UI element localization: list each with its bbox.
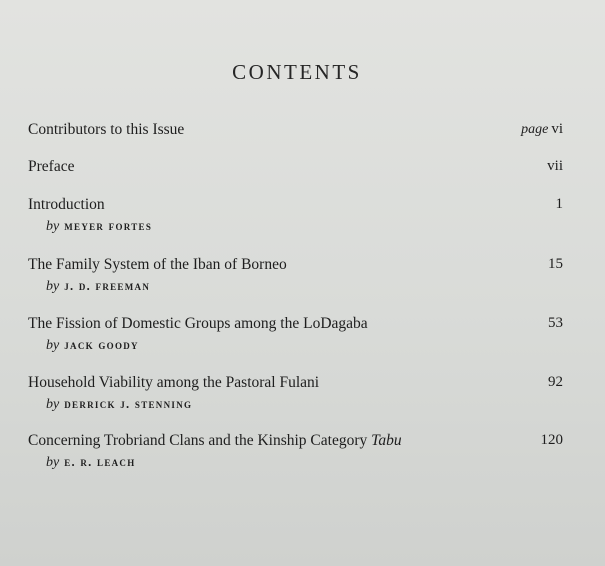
page-number: vi [551, 121, 563, 137]
author-name: meyer fortes [64, 219, 153, 233]
toc-entry-contributors [28, 121, 563, 143]
entry-title: Household Viability among the Pastoral Fulani [28, 374, 320, 391]
author-by: by [46, 397, 60, 412]
entry-page-number: 120 [540, 432, 563, 448]
toc-entry-iban [28, 256, 563, 294]
author-by: by [46, 219, 60, 234]
entry-page-number: 15 [548, 256, 563, 272]
contents-heading: CONTENTS [232, 60, 362, 84]
entry-page-number [521, 121, 563, 138]
toc-entry-introduction [28, 196, 563, 234]
toc-entry-fulani [28, 374, 563, 412]
author-name: jack goody [64, 338, 139, 352]
entry-page-number: 53 [548, 315, 563, 331]
entry-title [28, 432, 402, 450]
entry-title-main: Concerning Trobriand Clans and the Kinship Category [28, 432, 368, 449]
entry-title: Preface [28, 158, 75, 175]
entry-author [46, 338, 139, 354]
toc-entry-lodagaba [28, 315, 563, 353]
entry-title: The Fission of Domestic Groups among the LoDagaba [28, 315, 368, 332]
author-name: derrick j. stenning [64, 397, 193, 411]
entry-title: The Family System of the Iban of Borneo [28, 256, 287, 273]
entry-title-italic: Tabu [371, 432, 402, 449]
author-by: by [46, 279, 60, 294]
entry-title: Contributors to this Issue [28, 121, 185, 138]
author-name: e. r. leach [64, 455, 136, 469]
toc-entry-preface [28, 158, 563, 180]
entry-author [46, 279, 150, 295]
entry-page-number: vii [547, 158, 563, 174]
entry-author [46, 397, 192, 413]
entry-author [46, 219, 152, 235]
author-by: by [46, 338, 60, 353]
author-name: j. d. freeman [64, 279, 151, 293]
toc-entry-trobriand [28, 432, 563, 470]
author-by: by [46, 455, 60, 470]
page-prefix: page [521, 122, 549, 137]
entry-author [46, 455, 136, 471]
entry-page-number: 1 [555, 196, 563, 212]
entry-page-number: 92 [548, 374, 563, 390]
entry-title: Introduction [28, 196, 105, 213]
